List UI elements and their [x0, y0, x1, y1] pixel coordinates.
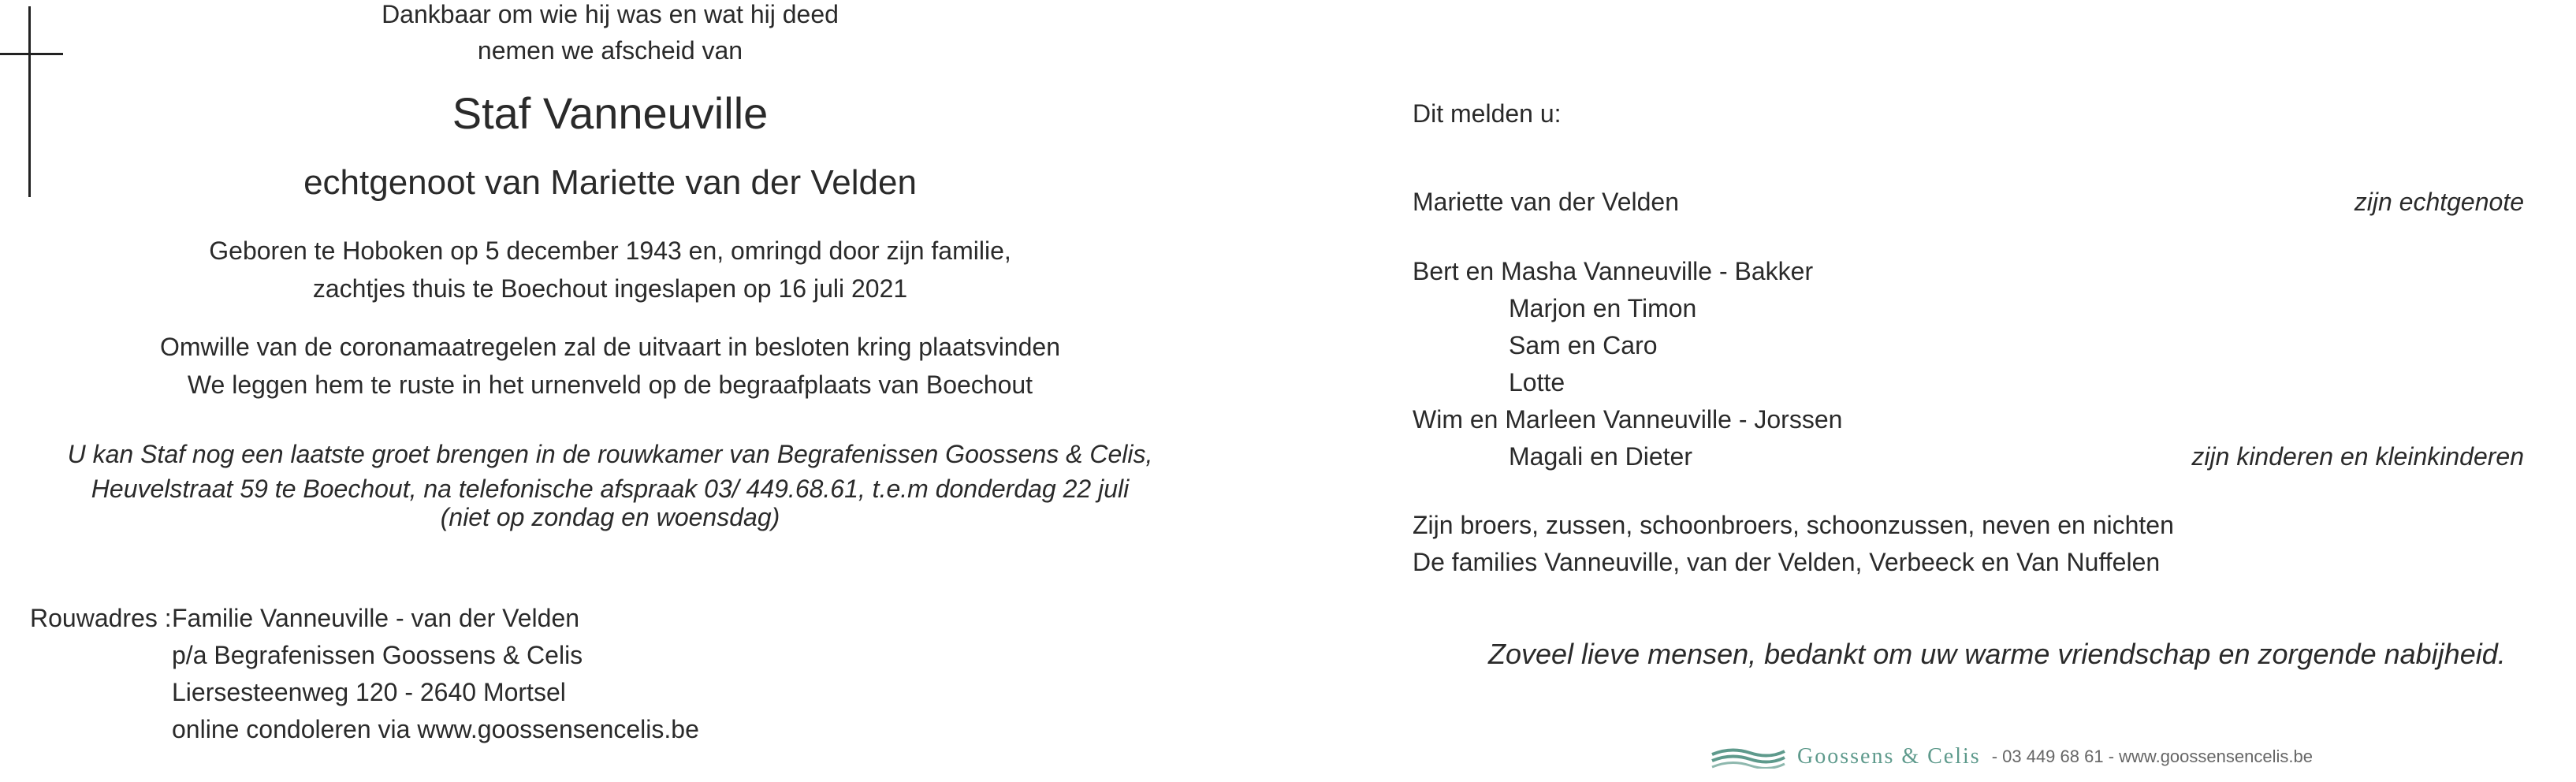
farewell-text: U kan Staf nog een laatste groet brengen in de rouwkamer van Begrafenissen Goossens & Celis, Heuvelstraat 59 te Boechout, na telefonische afspraak 03/ 449.68.61, t.e.m donderdag 22 juli (niet op zondag en woensdag)	[67, 440, 1153, 531]
address-label: Rouwadres :	[30, 604, 172, 632]
family-item: Sam en Caro	[1509, 331, 1658, 359]
intro: Dankbaar om wie hij was en wat hij deed nemen we afscheid van	[382, 0, 839, 65]
family-role: zijn kinderen en kleinkinderen	[2191, 442, 2524, 471]
thanks-text: Zoveel lieve mensen, bedankt om uw warme vriendschap en zorgende nabijheid.	[1488, 638, 2506, 670]
spouse-row: Mariette van der Velden zijn echtgenote	[1413, 188, 2524, 216]
family-item-row: Magali en Dieter zijn kinderen en kleinkinderen	[1413, 439, 2524, 474]
born-text: Geboren te Hoboken op 5 december 1943 en, omringd door zijn familie, zachtjes thuis te Boechout ingeslapen op 16 juli 2021	[209, 236, 1011, 303]
family-item: Lotte	[1509, 368, 1565, 397]
wave-icon	[1711, 745, 1786, 769]
right-column	[1413, 0, 2524, 782]
family-list	[1413, 254, 2524, 474]
deceased-name: Staf Vanneuville	[452, 88, 769, 138]
spouse-line: echtgenoot van Mariette van der Velden	[303, 163, 917, 202]
relatives-text: Zijn broers, zussen, schoonbroers, schoonzussen, neven en nichten De families Vanneuville, van der Velden, Verbeeck en Van Nuffelen	[1413, 511, 2174, 576]
corona-text: Omwille van de coronamaatregelen zal de uitvaart in besloten kring plaatsvinden We leggen hem te ruste in het urnenveld op de begraafplaats van Boechout	[160, 333, 1060, 399]
funeral-home-logo: Goossens & Celis - 03 449 68 61 - www.goossensencelis.be	[1711, 744, 2313, 769]
announcement-header: Dit melden u:	[1413, 99, 1562, 128]
address-block: Familie Vanneuville - van der Velden p/a Begrafenissen Goossens & Celis Liersesteenweg 120 - 2640 Mortsel online condoleren via www.goossensencelis.be	[172, 604, 699, 743]
family-item: Marjon en Timon	[1509, 294, 1697, 322]
family-item: Wim en Marleen Vanneuville - Jorssen	[1413, 405, 1843, 434]
family-item: Bert en Masha Vanneuville - Bakker	[1413, 257, 1814, 285]
